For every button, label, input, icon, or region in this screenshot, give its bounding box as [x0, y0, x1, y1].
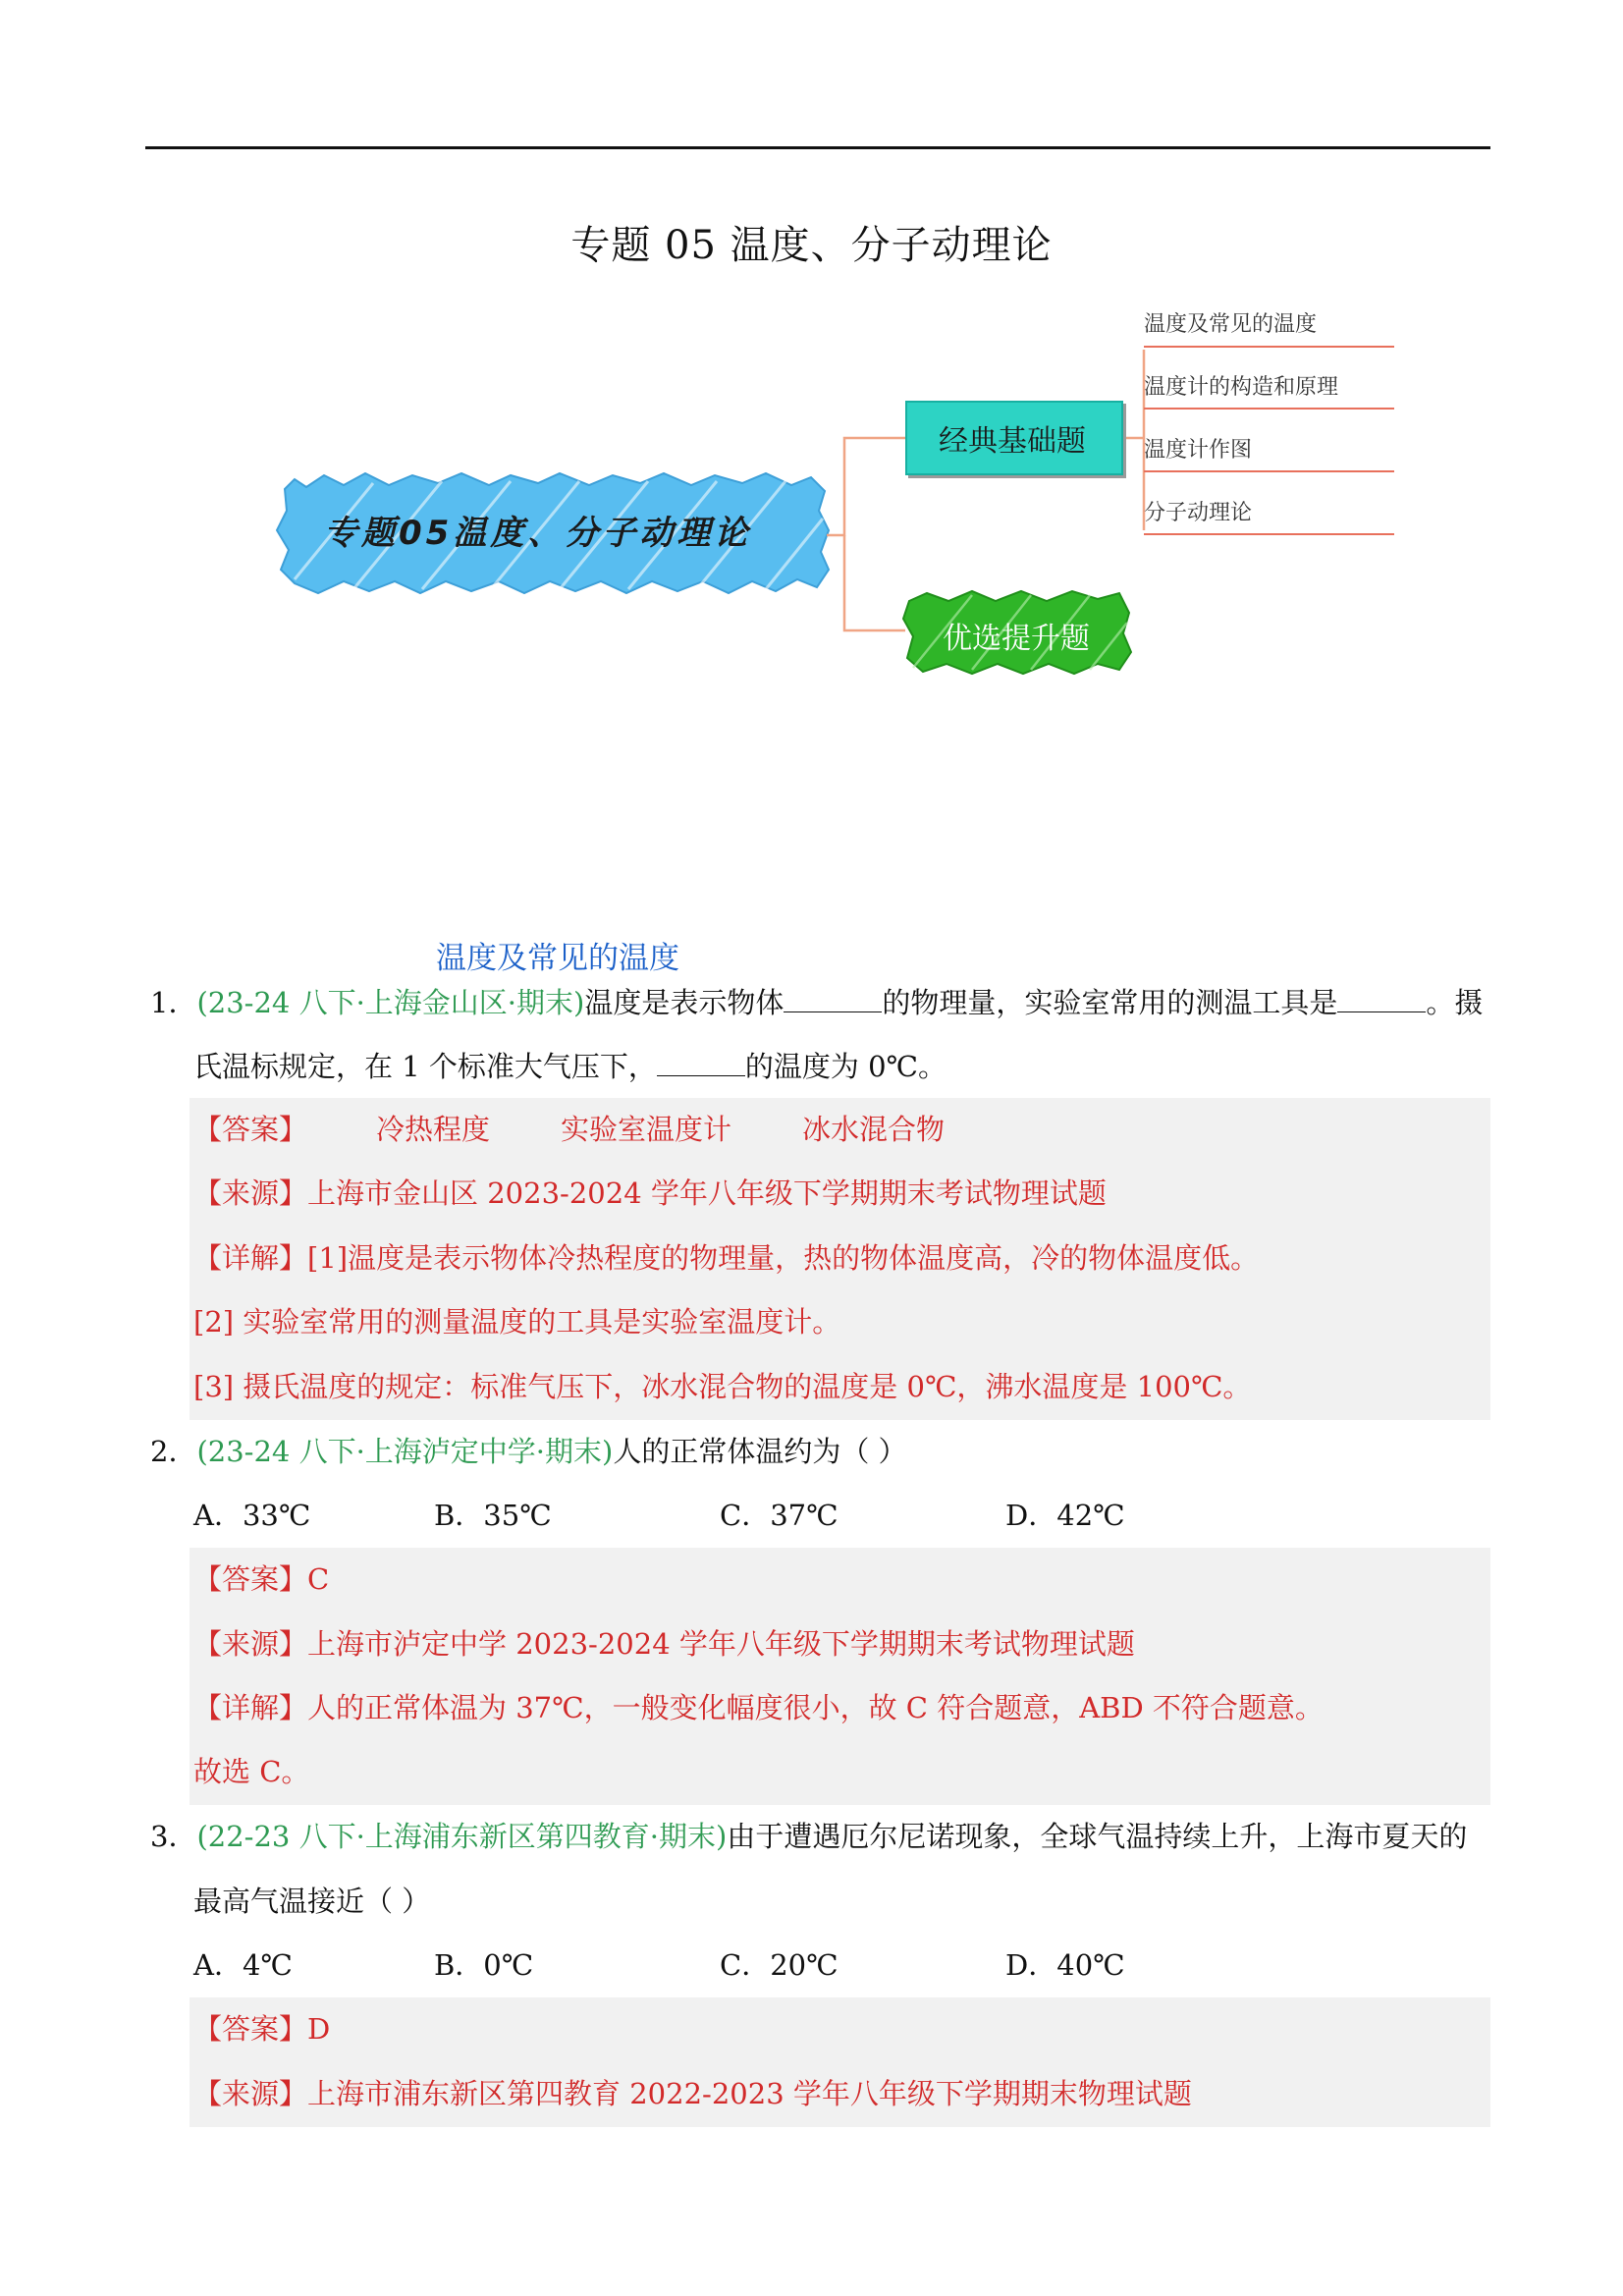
- q1-answer-line: [193, 1110, 945, 1149]
- q1-source-full: 上海市金山区 2023-2024 学年八年级下学期期末考试物理试题: [307, 1176, 1107, 1210]
- q1-explain-1: [1]温度是表示物体冷热程度的物理量，热的物体温度高，冷的物体温度低。: [307, 1241, 1260, 1275]
- section-banner: 经典基础题: [742, 760, 935, 803]
- q1-text-a: 温度是表示物体: [584, 986, 784, 1019]
- q3-option-d: D．40℃: [1005, 1948, 1125, 1982]
- q3-source-tag: 【来源】: [193, 2077, 308, 2110]
- mindmap-leaf-4-underline: [1144, 533, 1394, 535]
- q3-option-a: A．4℃: [193, 1948, 293, 1982]
- q1-explain-line2: [2] 实验室常用的测量温度的工具是实验室温度计。: [193, 1305, 841, 1339]
- q2-line1: [150, 1432, 907, 1471]
- q1-line2-a: 氏温标规定，在 1 个标准大气压下，: [193, 1050, 657, 1083]
- q2-option-d: D．42℃: [1005, 1499, 1125, 1532]
- q3-option-c: C．20℃: [720, 1948, 839, 1982]
- q3-source-full: 上海市浦东新区第四教育 2022-2023 学年八年级下学期期末物理试题: [307, 2077, 1192, 2110]
- q2-explain-1: 人的正常体温为 37℃，一般变化幅度很小，故 C 符合题意，ABD 不符合题意。: [307, 1691, 1324, 1724]
- q1-text-b: 的物理量，实验室常用的测温工具是: [882, 986, 1338, 1019]
- q1-answer-2: 实验室温度计: [561, 1113, 732, 1146]
- mindmap-leaf-4: 分子动理论: [1144, 501, 1253, 525]
- q1-text-c: 。摄: [1426, 986, 1484, 1019]
- q3-source-line: [193, 2074, 1192, 2113]
- q1-source-line: [193, 1174, 1107, 1213]
- q3-source: (22-23 八下·上海浦东新区第四教育·期末): [196, 1820, 728, 1853]
- q1-line2: [193, 1046, 947, 1086]
- q1-answer-tag: 【答案】: [193, 1113, 308, 1146]
- q1-blank-3: [657, 1046, 745, 1076]
- q2-source-line: [193, 1624, 1135, 1664]
- q3-text: 由于遭遇厄尔尼诺现象，全球气温持续上升，上海市夏天的: [727, 1820, 1468, 1853]
- q2-option-c: C．37℃: [720, 1499, 839, 1532]
- q2-source: (23-24 八下·上海泸定中学·期末): [196, 1435, 614, 1468]
- q1-blank-1: [784, 982, 882, 1012]
- kaodian-title: 温度及常见的温度: [436, 941, 679, 976]
- mindmap-connectors: [827, 350, 1144, 630]
- q1-explain-line3: [3] 摄氏温度的规定：标准气压下，冰水混合物的温度是 0℃，沸水温度是 100℃。: [193, 1370, 1252, 1403]
- mindmap-leaf-2: 温度计的构造和原理: [1144, 375, 1339, 400]
- mindmap-graphic: [0, 0, 1623, 707]
- mindmap-leaf-1-underline: [1144, 346, 1394, 348]
- q1-line1: [150, 982, 1483, 1022]
- q2-source-full: 上海市泸定中学 2023-2024 学年八年级下学期期末考试物理试题: [307, 1627, 1135, 1661]
- mindmap-leaf-3-underline: [1144, 470, 1394, 472]
- kaodian-badge: 考点01: [243, 891, 351, 928]
- mindmap-branch-basic-label: 经典基础题: [939, 424, 1086, 459]
- q1-blank-2: [1337, 982, 1426, 1012]
- mindmap-branch-advanced-label: 优选提升题: [943, 622, 1090, 656]
- q2-option-b: B．35℃: [434, 1499, 552, 1532]
- q3-number: 3．: [150, 1820, 197, 1853]
- q1-line2-b: 的温度为 0℃。: [744, 1050, 947, 1083]
- q1-source-tag: 【来源】: [193, 1176, 308, 1210]
- q2-number: 2．: [150, 1435, 197, 1468]
- q2-source-tag: 【来源】: [193, 1627, 308, 1661]
- q1-answer-1: 冷热程度: [376, 1113, 491, 1146]
- q2-explain-line1: [193, 1688, 1324, 1727]
- q3-option-b: B．0℃: [434, 1948, 534, 1982]
- mindmap-leaf-1: 温度及常见的温度: [1144, 312, 1318, 337]
- mindmap-leaf-2-underline: [1144, 408, 1394, 410]
- q1-number: 1．: [150, 986, 197, 1019]
- q2-explain-tag: 【详解】: [193, 1691, 308, 1724]
- mindmap-root-label: 专题05温度、分子动理论: [324, 514, 752, 553]
- q3-line1: [150, 1817, 1467, 1856]
- page-title: 专题 05 温度、分子动理论: [570, 223, 1053, 268]
- mindmap-leaf-3: 温度计作图: [1144, 438, 1253, 463]
- q3-answer: 【答案】D: [193, 2012, 331, 2046]
- q3-line2: 最高气温接近（ ）: [193, 1885, 431, 1918]
- q2-explain-line2: 故选 C。: [193, 1755, 310, 1788]
- q1-explain-tag: 【详解】: [193, 1241, 308, 1275]
- q1-source: (23-24 八下·上海金山区·期末): [196, 986, 585, 1019]
- q2-text: 人的正常体温约为（ ）: [613, 1435, 907, 1468]
- q1-answer-3: 冰水混合物: [802, 1113, 946, 1146]
- q2-answer: 【答案】C: [193, 1562, 330, 1596]
- q1-explain-line1: [193, 1238, 1259, 1278]
- q2-option-a: A．33℃: [193, 1499, 311, 1532]
- q2-answer-box: [189, 1548, 1490, 1805]
